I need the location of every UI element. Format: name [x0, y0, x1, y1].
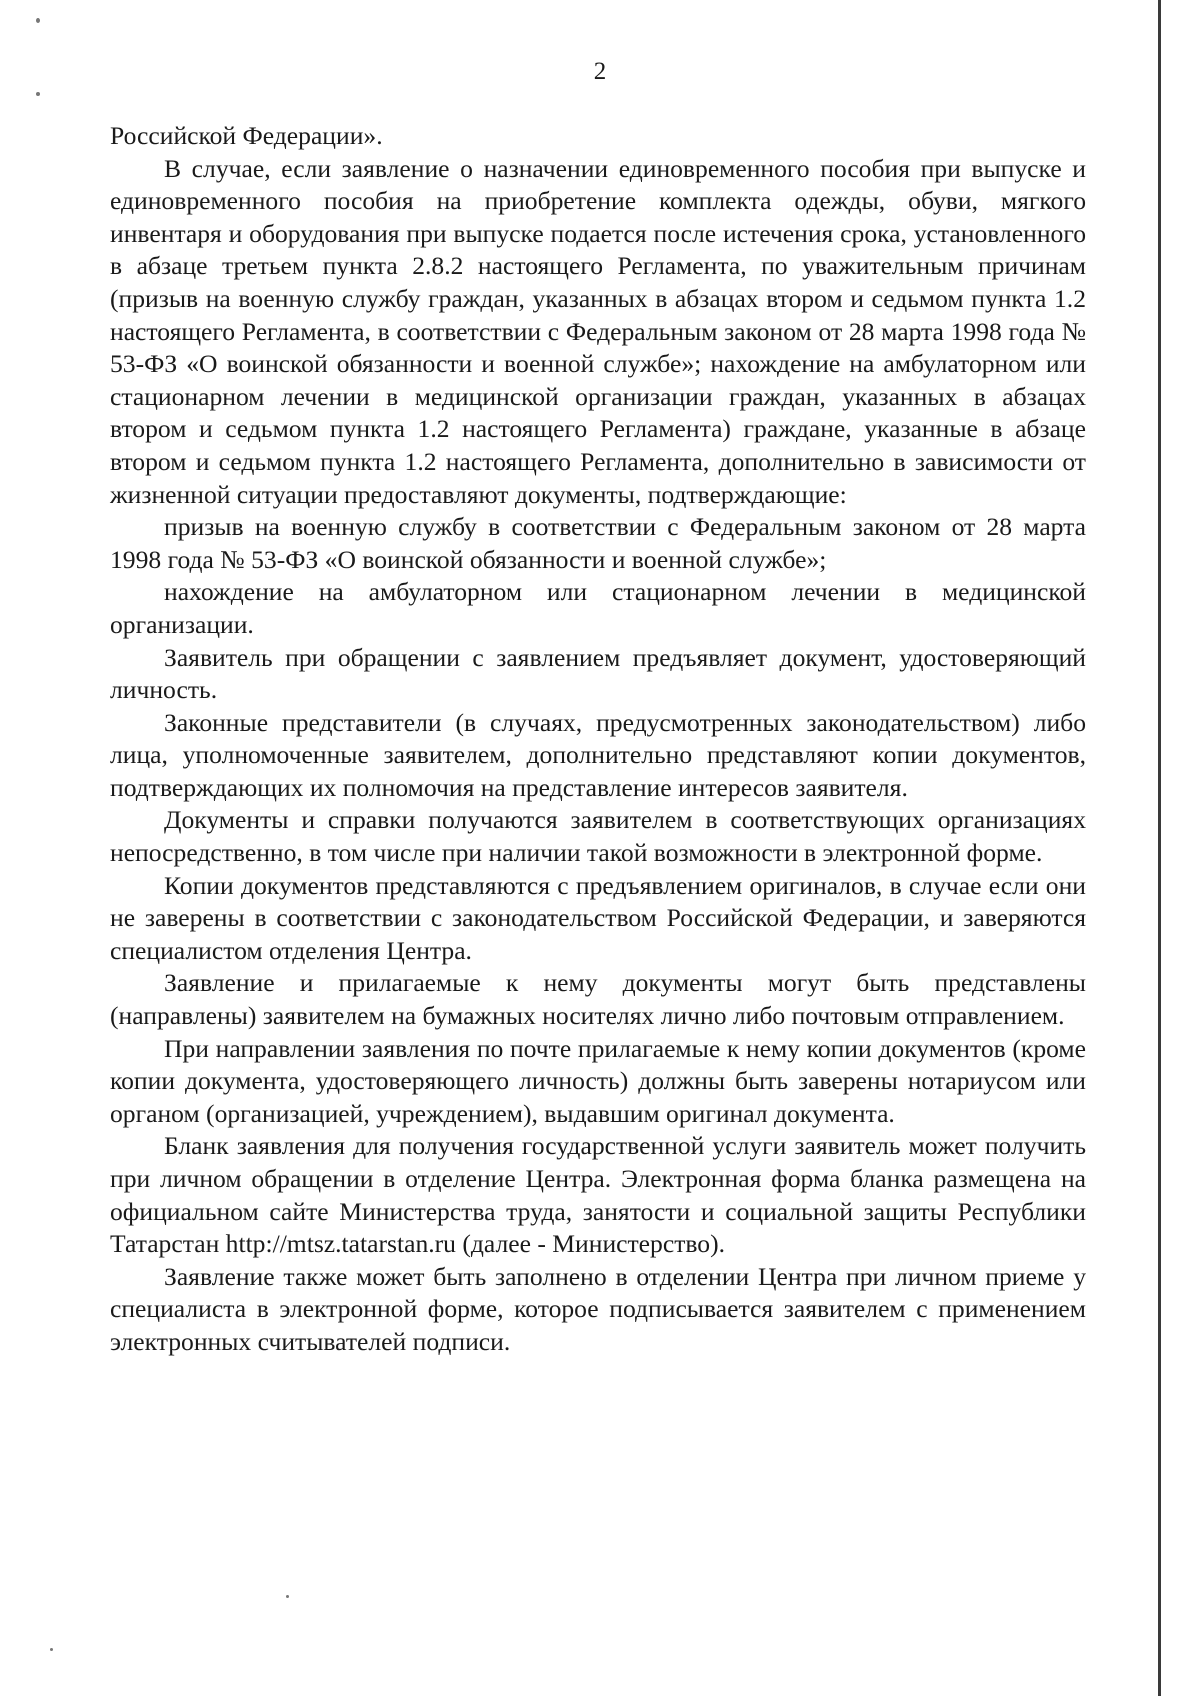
paragraph: призыв на военную службу в соответствии с Федеральным законом от 28 марта 1998 года № 53-ФЗ «О воинской обязанности и военной службе»;	[110, 512, 1086, 574]
paragraph: нахождение на амбулаторном или стационарном лечении в медицинской организации.	[110, 577, 1086, 639]
document-body	[110, 120, 1086, 1359]
paragraph: Документы и справки получаются заявителем в соответствующих организациях непосредственно, в том числе при наличии такой возможности в электронной форме.	[110, 805, 1086, 868]
paragraph: Бланк заявления для получения государственной услуги заявитель может получить при личном обращении в отделение Центра. Электронная форма бланка размещена на официальном сайте Министерства труда, занятости и социальной защиты Республики Татарстан http://mtsz.tatarstan.ru (далее - Министерство).	[110, 1131, 1086, 1259]
paragraph: Заявитель при обращении с заявлением предъявляет документ, удостоверяющий личность.	[110, 642, 1086, 705]
paragraph: Заявление и прилагаемые к нему документы могут быть представлены (направлены) заявителем на бумажных носителях лично либо почтовым отправлением.	[110, 968, 1086, 1031]
paragraph: Заявление также может быть заполнено в отделении Центра при личном приеме у специалиста в электронной форме, которое подписывается заявителем с применением электронных считывателей подписи.	[110, 1261, 1086, 1356]
scan-speck	[36, 92, 40, 96]
scan-speck	[50, 1648, 53, 1651]
paragraph: При направлении заявления по почте прилагаемые к нему копии документов (кроме копии документа, удостоверяющего личность) должны быть заверены нотариусом или органом (организацией, учреждением), выдавшим оригинал документа.	[110, 1033, 1086, 1128]
paragraph: Российской Федерации».	[110, 121, 383, 150]
scan-edge-line	[1158, 0, 1161, 1696]
scan-speck	[36, 18, 40, 23]
paragraph: Законные представители (в случаях, предусмотренных законодательством) либо лица, уполномоченные заявителем, дополнительно представляют копии документов, подтверждающих их полномочия на представление интересов заявителя.	[110, 707, 1086, 802]
page-number: 2	[593, 58, 607, 85]
paragraph: Копии документов представляются с предъявлением оригиналов, в случае если они не заверены в соответствии с законодательством Российской Федерации, и заверяются специалистом отделения Центра.	[110, 870, 1086, 965]
scan-speck	[286, 1595, 289, 1598]
paragraph: В случае, если заявление о назначении единовременного пособия при выпуске и единовременного пособия на приобретение комплекта одежды, обуви, мягкого инвентаря и оборудования при выпуске подается после истечения срока, установленного в абзаце третьем пункта 2.8.2 настоящего Регламента, по уважительным причинам (призыв на военную службу граждан, указанных в абзацах втором и седьмом пункта 1.2 настоящего Регламента, в соответствии с Федеральным законом от 28 марта 1998 года № 53-ФЗ «О воинской обязанности и военной службе»; нахождение на амбулаторном или стационарном лечении в медицинской организации граждан, указанных в абзацах втором и седьмом пункта 1.2 настоящего Регламента) граждане, указанные в абзаце втором и седьмом пункта 1.2 настоящего Регламента, дополнительно в зависимости от жизненной ситуации предоставляют документы, подтверждающие:	[110, 153, 1086, 509]
